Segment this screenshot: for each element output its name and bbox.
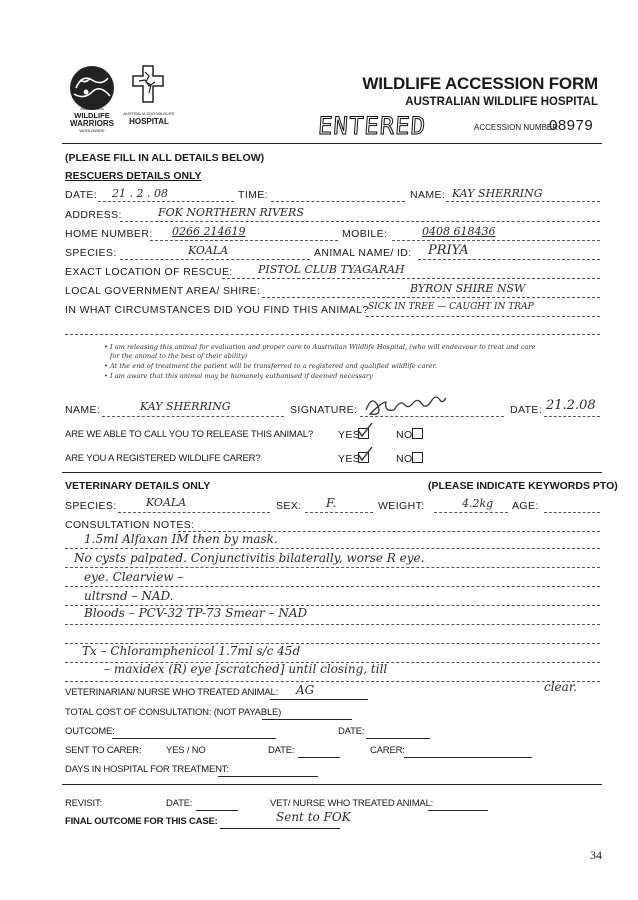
lga-label: LOCAL GOVERNMENT AREA/ SHIRE:	[65, 285, 261, 297]
question-release: ARE WE ABLE TO CALL YOU TO RELEASE THIS ANIMAL?	[65, 429, 313, 440]
outcome-label: OUTCOME:	[65, 726, 115, 737]
consultation-notes-label: CONSULTATION NOTES:	[65, 519, 195, 531]
final-outcome-value[interactable]: Sent to FOK	[276, 810, 351, 824]
age-label: AGE:	[512, 500, 539, 512]
location-value[interactable]: PISTOL CLUB TYAGARAH	[258, 263, 405, 276]
q2-yes-check-icon	[356, 446, 374, 462]
carer-label: CARER:	[370, 745, 405, 756]
home-number-label: HOME NUMBER:	[65, 228, 153, 240]
q2-yes-label: YES	[338, 453, 361, 465]
q1-no-label: NO	[396, 429, 413, 441]
logo-left-line1: WILDLIFE	[74, 111, 110, 120]
accession-number: 08979	[549, 117, 594, 134]
rescuer-name-value[interactable]: KAY SHERRING	[452, 187, 543, 200]
revisit-label: REVISIT:	[65, 798, 102, 809]
logo-right-small: AUSTRALIA ZOO WILDLIFE	[123, 111, 175, 116]
logo-right-line: HOSPITAL	[129, 117, 169, 126]
weight-value[interactable]: 4.2kg	[462, 497, 494, 510]
mobile-value[interactable]: 0408 618436	[422, 225, 496, 238]
treated-by-label: VETERINARIAN/ NURSE WHO TREATED ANIMAL:	[65, 687, 279, 698]
animal-name-value[interactable]: PRIYA	[428, 243, 469, 258]
mobile-label: MOBILE:	[342, 228, 388, 240]
form-subtitle: AUSTRALIAN WILDLIFE HOSPITAL	[405, 96, 598, 108]
note-line-3: eye. Clearview –	[84, 570, 184, 584]
vet-species-value[interactable]: KOALA	[146, 496, 187, 509]
home-number-value[interactable]: 0266 214619	[172, 225, 246, 238]
instructions: (PLEASE FILL IN ALL DETAILS BELOW)	[65, 152, 265, 164]
signoff-date-value[interactable]: 21.2.08	[546, 398, 596, 413]
weight-label: WEIGHT:	[378, 500, 425, 512]
treated-by-value[interactable]: AG	[296, 683, 315, 697]
note-line-5: Bloods – PCV-32 TP-73 Smear – NAD	[84, 606, 308, 620]
species-value[interactable]: KOALA	[188, 244, 229, 257]
declaration-3: • I am aware that this animal may be humanely euthanised if deemed necessary	[104, 372, 373, 380]
accession-label: ACCESSION NUMBER	[474, 123, 559, 132]
sent-yes-no[interactable]: YES / NO	[166, 745, 206, 756]
final-outcome-label: FINAL OUTCOME FOR THIS CASE:	[65, 816, 218, 827]
rescue-date-value[interactable]: 21 . 2 . 08	[112, 187, 168, 200]
declaration-1b: for the animal to the best of their ability)	[110, 352, 248, 360]
q2-no-label: NO	[396, 453, 413, 465]
date-label: DATE:	[65, 189, 98, 201]
outcome-date-label: DATE:	[338, 726, 365, 737]
address-label: ADDRESS:	[65, 209, 122, 221]
signoff-name-label: NAME:	[65, 404, 101, 416]
animal-name-label: ANIMAL NAME/ ID:	[314, 247, 412, 259]
question-carer: ARE YOU A REGISTERED WILDLIFE CARER?	[65, 453, 261, 464]
address-value[interactable]: FOK NORTHERN RIVERS	[158, 206, 304, 219]
logo-left-tag: WORLDWIDE	[79, 128, 105, 133]
signature-label: SIGNATURE:	[290, 404, 358, 416]
signoff-date-label: DATE:	[510, 404, 543, 416]
logo-left-small: Australia Zoo	[80, 106, 104, 111]
declaration-2: • At the end of treatment the patient will be transferred to a registered and qualified wildlife carer.	[104, 362, 438, 370]
total-cost-label: TOTAL COST OF CONSULTATION: (NOT PAYABLE)	[65, 707, 282, 718]
note-line-6: Tx – Chloramphenicol 1.7ml s/c 45d	[82, 644, 301, 658]
vet-species-label: SPECIES:	[65, 500, 117, 512]
sex-label: SEX:	[276, 500, 302, 512]
page-number: 34	[590, 848, 602, 862]
rescuer-section-title: RESCUERS DETAILS ONLY	[65, 170, 202, 182]
circumstances-value[interactable]: SICK IN TREE — CAUGHT IN TRAP	[368, 302, 534, 312]
species-label: SPECIES:	[65, 247, 117, 259]
note-line-7: – maxidex (R) eye [scratched] until closing, till	[104, 662, 388, 676]
circumstances-label: IN WHAT CIRCUMSTANCES DID YOU FIND THIS ANIMAL?	[65, 304, 369, 316]
revisit-date-label: DATE:	[166, 798, 193, 809]
location-label: EXACT LOCATION OF RESCUE:	[65, 266, 233, 278]
revisit-vet-label: VET/ NURSE WHO TREATED ANIMAL:	[270, 798, 434, 809]
entered-stamp: ENTERED	[317, 112, 428, 140]
note-line-8: clear.	[544, 680, 578, 694]
rescuer-name-label: NAME:	[410, 189, 446, 201]
q2-no-checkbox[interactable]	[412, 452, 423, 463]
q1-no-checkbox[interactable]	[412, 428, 423, 439]
declaration-1: • I am releasing this animal for evaluation and proper care to Australian Wildlife Hospital, (who will endeavour to treat and care	[104, 343, 536, 351]
signoff-name-value[interactable]: KAY SHERRING	[140, 400, 231, 413]
time-label: TIME:	[238, 189, 268, 201]
hospital-cross-logo	[131, 64, 165, 104]
note-line-4: ultrsnd – NAD.	[84, 589, 174, 603]
logo-left-line2: WARRIORS	[70, 119, 114, 128]
sent-to-carer-label: SENT TO CARER:	[65, 745, 142, 756]
sent-date-label: DATE:	[268, 745, 295, 756]
lga-value[interactable]: BYRON SHIRE NSW	[410, 282, 526, 295]
note-line-1: 1.5ml Alfaxan IM then by mask.	[84, 532, 278, 546]
sex-value[interactable]: F.	[326, 496, 337, 510]
days-in-hospital-label: DAYS IN HOSPITAL FOR TREATMENT:	[65, 764, 229, 775]
vet-keywords: (PLEASE INDICATE KEYWORDS PTO)	[428, 480, 618, 492]
signature-scribble	[362, 392, 458, 418]
note-line-2: No cysts palpated. Conjunctivitis bilaterally, worse R eye.	[74, 551, 425, 565]
q1-yes-label: YES	[338, 429, 361, 441]
vet-section-title: VETERINARY DETAILS ONLY	[65, 480, 211, 492]
form-title: WILDLIFE ACCESSION FORM	[362, 74, 598, 93]
q1-yes-check-icon	[356, 422, 374, 438]
